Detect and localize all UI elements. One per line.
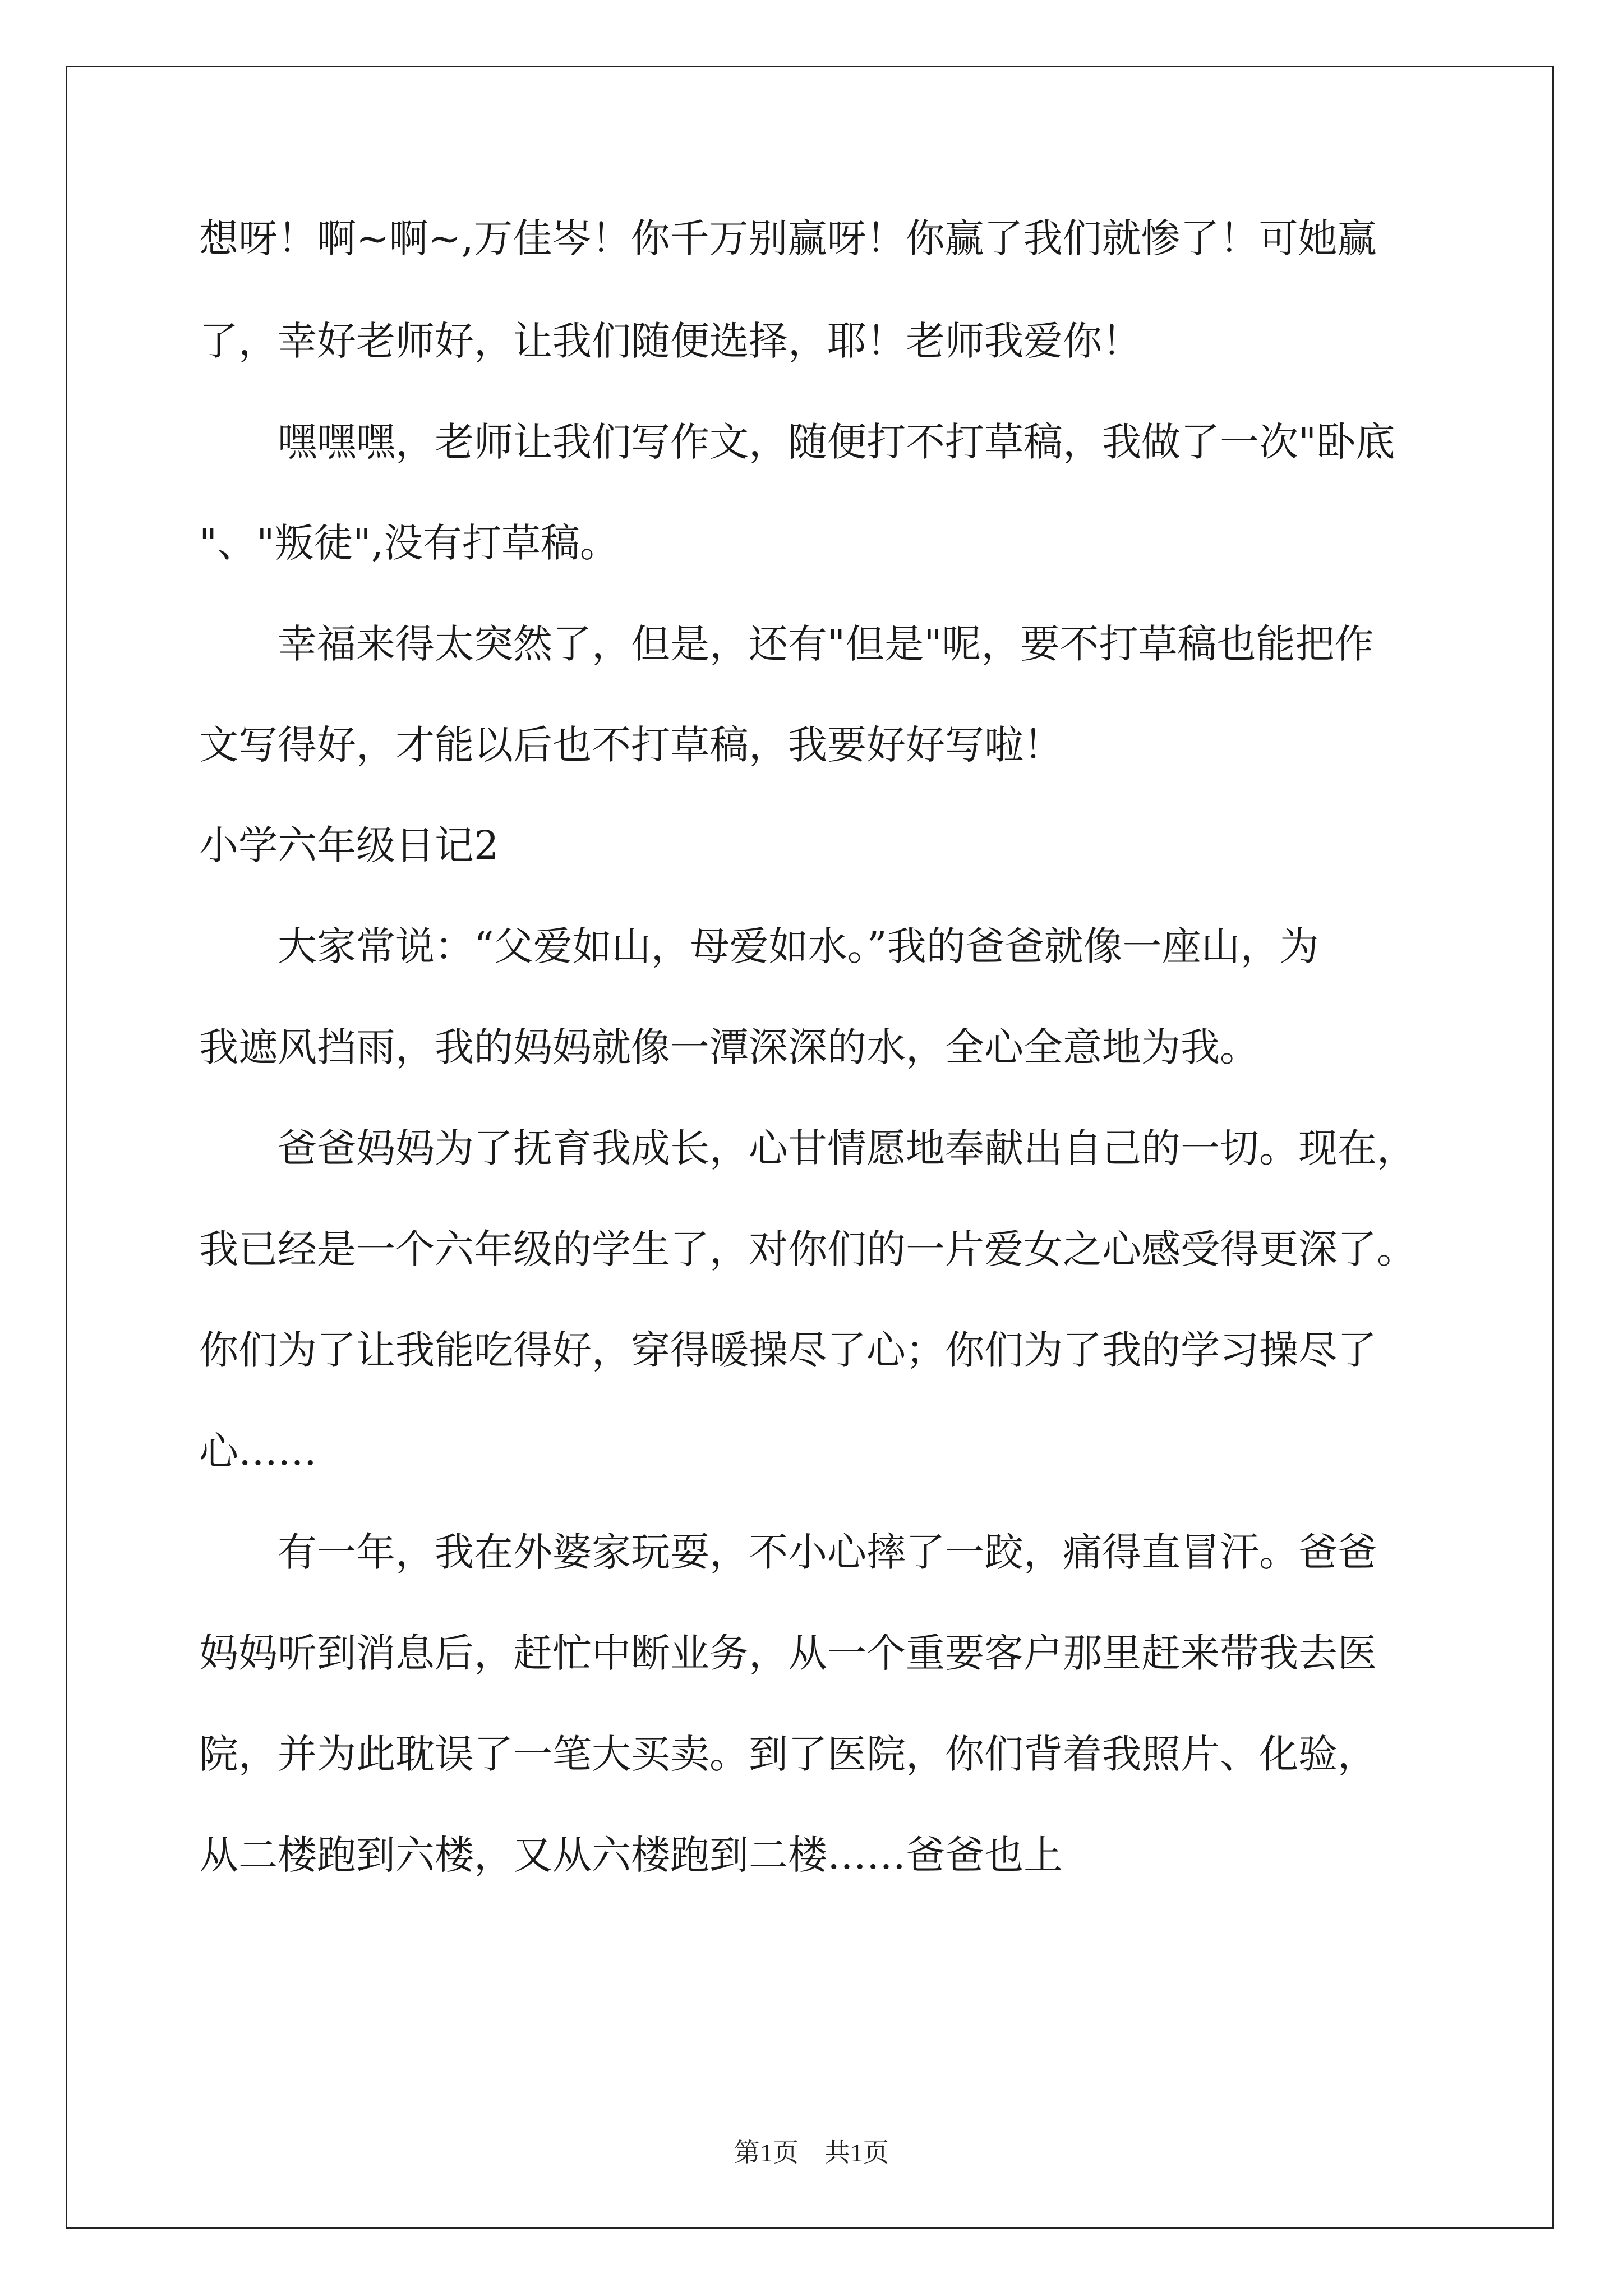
text-line: 爸爸妈妈为了抚育我成长，心甘情愿地奉献出自己的一切。现在，	[199, 1125, 1416, 1171]
text-line: 幸福来得太突然了，但是，还有"但是"呢，要不打草稿也能把作	[199, 621, 1374, 667]
section-heading: 小学六年级日记2	[199, 822, 499, 868]
text-line: 想呀！啊~啊~,万佳岑！你千万别赢呀！你赢了我们就惨了！可她赢	[199, 215, 1377, 261]
text-line: 心……	[199, 1428, 317, 1474]
text-line: 我已经是一个六年级的学生了，对你们的一片爱女之心感受得更深了。	[199, 1226, 1416, 1272]
text-line: 从二楼跑到六楼，又从六楼跑到二楼……爸爸也上	[199, 1832, 1063, 1878]
text-line: 了，幸好老师好，让我们随便选择，耶！老师我爱你！	[199, 318, 1141, 364]
page-number-footer: 第1页 共1页	[734, 2138, 889, 2167]
text-line: 我遮风挡雨，我的妈妈就像一潭深深的水，全心全意地为我。	[199, 1024, 1259, 1070]
text-line: 你们为了让我能吃得好，穿得暖操尽了心；你们为了我的学习操尽了	[199, 1327, 1377, 1373]
text-line: 院，并为此耽误了一笔大买卖。到了医院，你们背着我照片、化验，	[199, 1731, 1377, 1777]
text-line: 有一年，我在外婆家玩耍，不小心摔了一跤，痛得直冒汗。爸爸	[199, 1529, 1377, 1575]
text-line: 文写得好，才能以后也不打草稿，我要好好写啦！	[199, 722, 1063, 768]
text-line: 妈妈听到消息后，赶忙中断业务，从一个重要客户那里赶来带我去医	[199, 1630, 1377, 1676]
text-line: 嘿嘿嘿，老师让我们写作文，随便打不打草稿，我做了一次"卧底	[199, 419, 1395, 465]
text-line: "、"叛徒",没有打草稿。	[199, 520, 619, 566]
text-line: 大家常说：“父爱如山，母爱如水。”我的爸爸就像一座山，为	[199, 923, 1319, 969]
